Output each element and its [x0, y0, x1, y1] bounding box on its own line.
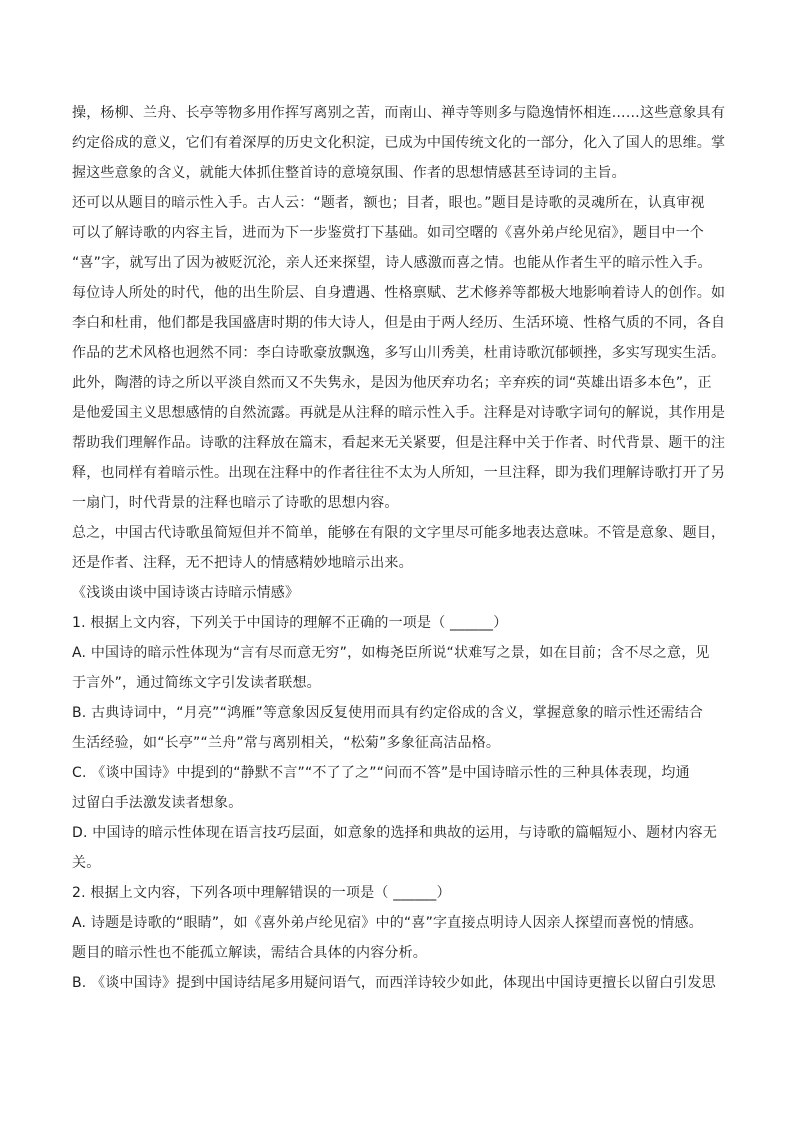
text-line: 可以了解诗歌的内容主旨，进而为下一步鉴赏打下基础。如司空曙的《喜外弟卢纶见宿》，题目中一个: [72, 225, 704, 241]
question-1-option-d: D. 中国诗的暗示性体现在语言技巧层面，如意象的选择和典故的运用，与诗歌的篇幅短小、题材内容无: [72, 825, 718, 841]
text-line: 作品的艺术风格也迥然不同：李白诗歌豪放飘逸，多写山川秀美，杜甫诗歌沉郁顿挫，多实写现实生活。: [72, 345, 726, 361]
text-line: 还可以从题目的暗示性入手。古人云：“题者，额也；目者，眼也。”题目是诗歌的灵魂所在，认真审视: [72, 195, 705, 211]
question-1-option-a: A. 中国诗的暗示性体现为“言有尽而意无穷”，如梅尧臣所说“状难写之景，如在目前；含不尽之意，见: [72, 645, 710, 661]
question-2-stem: 2. 根据上文内容，下列各项中理解错误的一项是（ ______）: [72, 885, 451, 901]
text-line: 释，也同样有着暗示性。出现在注释中的作者往往不太为人所知，一旦注释，即为我们理解诗歌打开了另: [72, 465, 726, 481]
text-line: 操，杨柳、兰舟、长亭等物多用作挥写离别之苦，而南山、禅寺等则多与隐逸情怀相连……这些意象具有: [72, 105, 726, 121]
question-1-option-c: C. 《谈中国诗》中提到的“静默不言”“不了了之”“问而不答”是中国诗暗示性的三种具体表现，均通: [72, 765, 690, 781]
text-line: 是他爱国主义思想感情的自然流露。再就是从注释的暗示性入手。注释是对诗歌字词句的解说，其作用是: [72, 405, 726, 421]
document-page: [72, 98, 726, 998]
article-title-reference: 《浅谈由谈中国诗谈古诗暗示情感》: [72, 585, 300, 601]
text-line: 握这些意象的含义，就能大体抓住整首诗的意境氛围、作者的思想情感甚至诗词的主旨。: [72, 165, 626, 181]
question-1-option-b-cont: 生活经验，如“长亭”“兰舟”常与离别相关，“松菊”多象征高洁品格。: [72, 735, 501, 751]
question-2-option-a: A. 诗题是诗歌的“眼睛”，如《喜外弟卢纶见宿》中的“喜”字直接点明诗人因亲人探望而喜悦的情感。: [72, 915, 703, 931]
text-line: 还是作者、注释，无不把诗人的情感精妙地暗示出来。: [72, 555, 413, 571]
text-line: “喜”字，就写出了因为被贬沉沦，亲人还来探望，诗人感激而喜之情。也能从作者生平的暗示性入手。: [72, 255, 712, 271]
text-line: 每位诗人所处的时代，他的出生阶层、自身遭遇、性格禀赋、艺术修养等都极大地影响着诗人的创作。如: [72, 285, 726, 301]
question-1-stem: 1. 根据上文内容，下列关于中国诗的理解不正确的一项是（ ______）: [72, 615, 508, 631]
question-2-option-a-cont: 题目的暗示性也不能孤立解读，需结合具体的内容分析。: [72, 945, 427, 961]
text-line: 帮助我们理解作品。诗歌的注释放在篇末，看起来无关紧要，但是注释中关于作者、时代背景、题干的注: [72, 435, 726, 451]
text-line: 约定俗成的意义，它们有着深厚的历史文化积淀，已成为中国传统文化的一部分，化入了国人的思维。掌: [72, 135, 726, 151]
text-line: 李白和杜甫，他们都是我国盛唐时期的伟大诗人，但是由于两人经历、生活环境、性格气质的不同，各自: [72, 315, 726, 331]
question-1-option-a-cont: 于言外”，通过简练文字引发读者联想。: [72, 675, 321, 691]
question-2-option-b: B. 《谈中国诗》提到中国诗结尾多用疑问语气，而西洋诗较少如此，体现出中国诗更擅长以留白引发思: [72, 975, 716, 991]
text-line: 总之，中国古代诗歌虽简短但并不简单，能够在有限的文字里尽可能多地表达意味。不管是意象、题目，: [72, 525, 726, 541]
text-line: 此外，陶潜的诗之所以平淡自然而又不失隽永，是因为他厌弃功名；辛弃疾的词“英雄出语多本色”，正: [72, 375, 712, 391]
question-1-option-d-cont: 关。: [72, 855, 101, 871]
question-1-option-b: B. 古典诗词中，“月亮”“鸿雁”等意象因反复使用而具有约定俗成的含义，掌握意象的暗示性还需结合: [72, 705, 704, 721]
question-1-option-c-cont: 过留白手法激发读者想象。: [72, 795, 243, 811]
text-line: 一扇门，时代背景的注释也暗示了诗歌的思想内容。: [72, 495, 399, 511]
